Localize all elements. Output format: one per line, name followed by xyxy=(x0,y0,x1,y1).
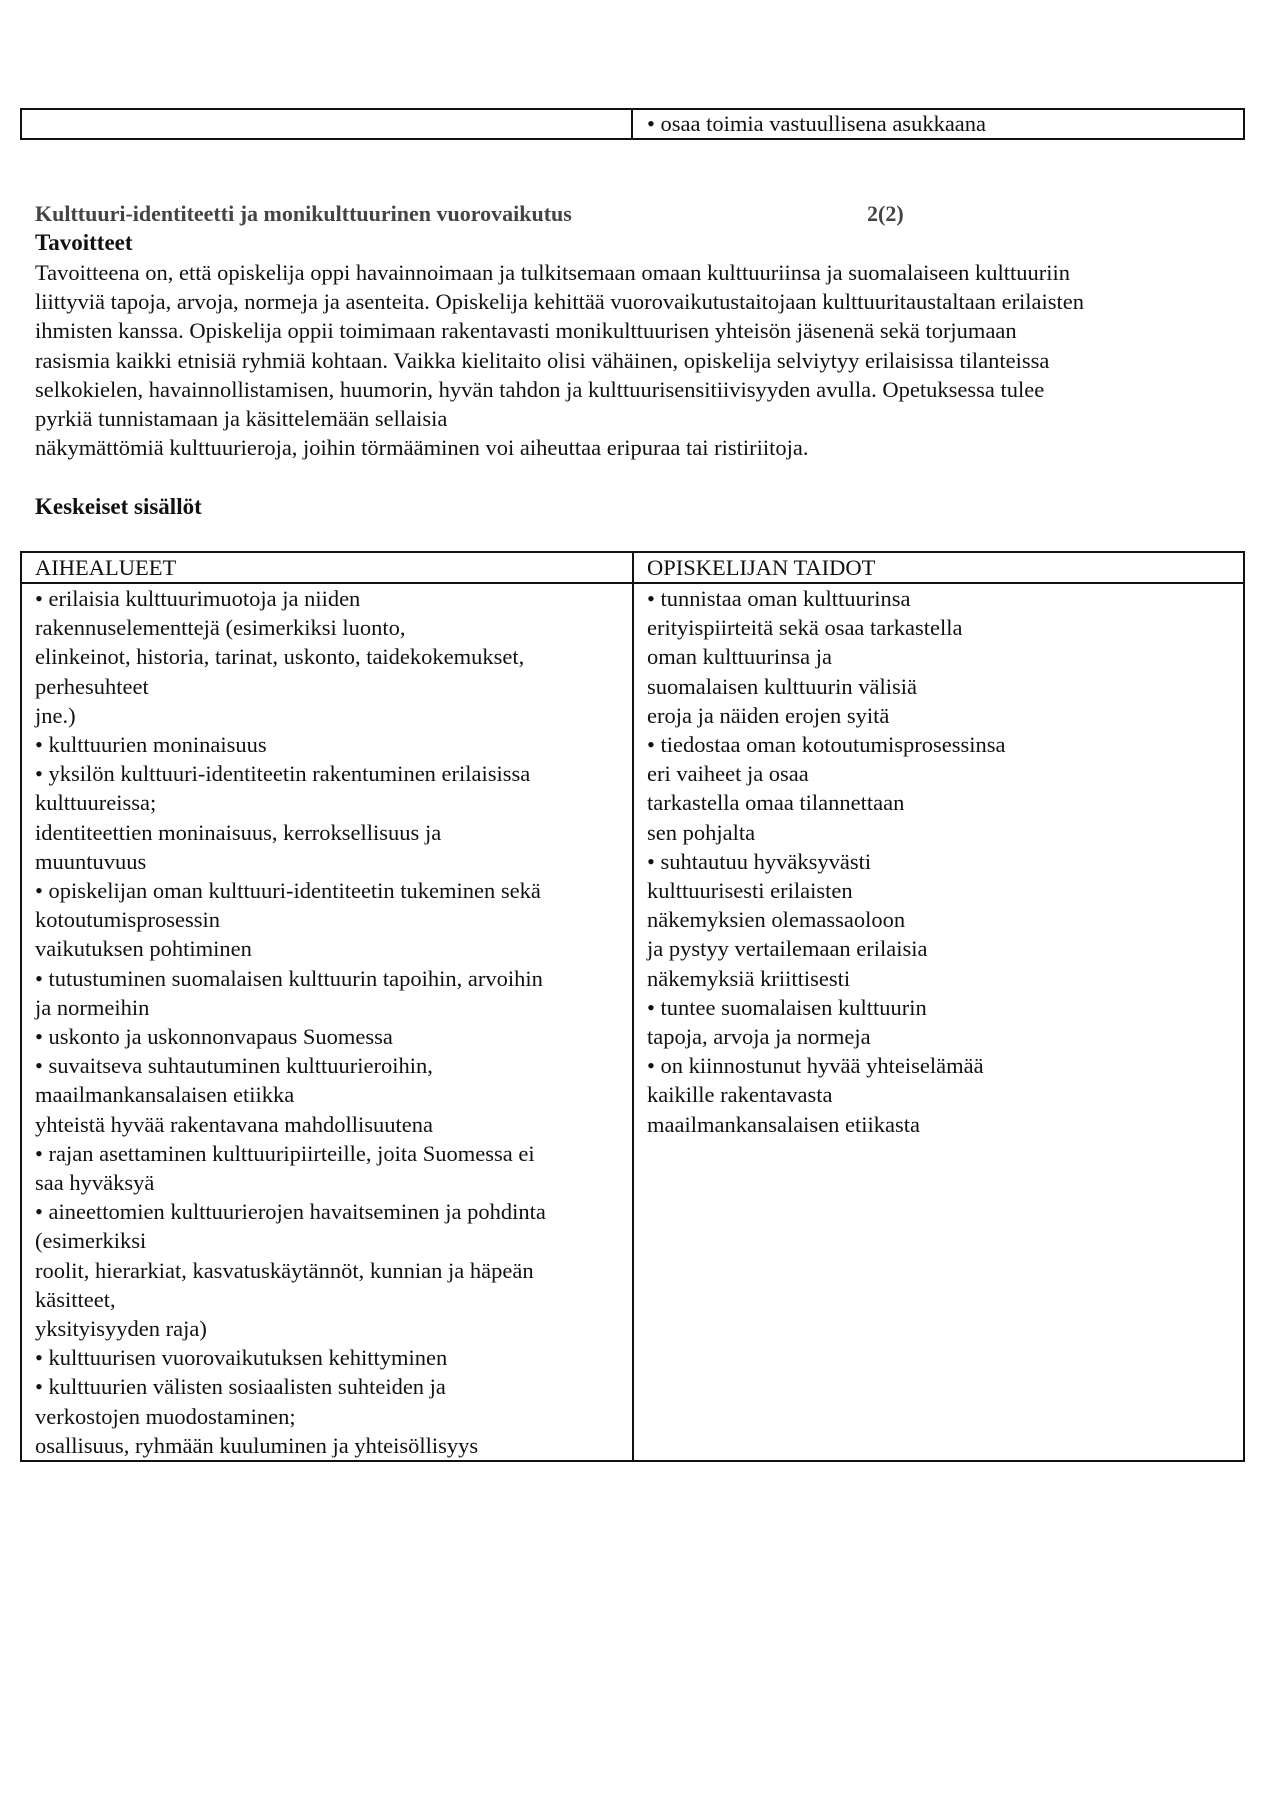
list-line: eri vaiheet ja osaa xyxy=(647,761,809,787)
list-line: ja normeihin xyxy=(35,994,150,1020)
list-line: näkemyksiä kriittisesti xyxy=(647,965,851,991)
list-line: identiteettien moninaisuus, kerroksellisuus ja xyxy=(35,819,442,845)
list-line: • uskonto ja uskonnonvapaus Suomessa xyxy=(35,1024,393,1050)
list-line: • tuntee suomalaisen kulttuurin xyxy=(647,994,927,1020)
list-line: kaikille rakentavasta xyxy=(647,1082,833,1108)
list-line: ja pystyy vertailemaan erilaisia xyxy=(647,936,928,962)
list-line: eroja ja näiden erojen syitä xyxy=(647,702,890,728)
section-title xyxy=(35,200,1235,228)
paragraph-line: pyrkiä tunnistamaan ja käsittelemään sellaisia xyxy=(35,406,448,432)
list-line: osallisuus, ryhmään kuuluminen ja yhteisöllisyys xyxy=(35,1432,479,1458)
empty-cell xyxy=(21,109,632,139)
list-line: • rajan asettaminen kulttuuripiirteille, joita Suomessa ei xyxy=(35,1140,535,1166)
paragraph-line: rasismia kaikki etnisiä ryhmiä kohtaan. Vaikka kielitaito olisi vähäinen, opiskelija selviytyy erilaisissa tilanteissa xyxy=(35,347,1050,373)
contents-heading: Keskeiset sisällöt xyxy=(35,494,202,519)
section-credits: 2(2) xyxy=(867,201,904,226)
list-line: vaikutuksen pohtiminen xyxy=(35,936,252,962)
list-line: • tutustuminen suomalaisen kulttuurin tapoihin, arvoihin xyxy=(35,965,543,991)
list-line: tapoja, arvoja ja normeja xyxy=(647,1024,871,1050)
list-line: perhesuhteet xyxy=(35,673,149,699)
list-line: jne.) xyxy=(35,702,76,728)
list-line: rakennuselementtejä (esimerkiksi luonto, xyxy=(35,615,406,641)
skills-cell xyxy=(633,583,1244,1461)
list-line: maailmankansalaisen etiikka xyxy=(35,1082,295,1108)
list-line: • suvaitseva suhtautuminen kulttuurieroihin, xyxy=(35,1053,433,1079)
list-line: • suhtautuu hyväksyvästi xyxy=(647,848,872,874)
list-line: • tunnistaa oman kulttuurinsa xyxy=(647,586,911,611)
list-line: tarkastella omaa tilannettaan xyxy=(647,790,905,816)
list-line: muuntuvuus xyxy=(35,848,147,874)
list-line: • kulttuurien välisten sosiaalisten suhteiden ja xyxy=(35,1374,446,1400)
list-line: näkemyksien olemassaoloon xyxy=(647,907,906,933)
list-line: suomalaisen kulttuurin välisiä xyxy=(647,673,917,699)
goals-paragraph xyxy=(35,258,1235,462)
list-line: • aineettomien kulttuurierojen havaitseminen ja pohdinta xyxy=(35,1199,546,1225)
list-line: • yksilön kulttuuri-identiteetin rakentuminen erilaisissa xyxy=(35,761,531,787)
list-line: (esimerkiksi xyxy=(35,1228,147,1254)
list-line: • tiedostaa oman kotoutumisprosessinsa xyxy=(647,732,1006,758)
contents-table xyxy=(20,551,1245,1462)
list-line: saa hyväksyä xyxy=(35,1170,155,1196)
list-line: • kulttuurien moninaisuus xyxy=(35,732,267,758)
paragraph-line: liittyviä tapoja, arvoja, normeja ja asenteita. Opiskelija kehittää vuorovaikutustaitojaan kulttuuritaustaltaan erilaisten xyxy=(35,289,1085,315)
table-cell: • osaa toimia vastuullisena asukkaana xyxy=(632,109,1244,139)
list-line: • erilaisia kulttuurimuotoja ja niiden xyxy=(35,586,361,611)
list-line: verkostojen muodostaminen; xyxy=(35,1403,296,1429)
paragraph-line: Tavoitteena on, että opiskelija oppi havainnoimaan ja tulkitsemaan omaan kulttuuriinsa ja suomalaiseen kulttuuriin xyxy=(35,260,1071,285)
list-line: oman kulttuurinsa ja xyxy=(647,644,832,670)
list-line: kotoutumisprosessin xyxy=(35,907,221,933)
list-line: yhteistä hyvää rakentavana mahdollisuutena xyxy=(35,1111,433,1137)
list-line: sen pohjalta xyxy=(647,819,756,845)
paragraph-line: ihmisten kanssa. Opiskelija oppii toimimaan rakentavasti monikulttuurisen yhteisön jäsenenä sekä torjumaan xyxy=(35,318,1017,344)
column-header-skills: OPISKELIJAN TAIDOT xyxy=(633,552,1244,583)
section-title-text: Kulttuuri-identiteetti ja monikulttuurinen vuorovaikutus xyxy=(35,201,572,226)
table-row xyxy=(21,109,1244,139)
column-header-topics: AIHEALUEET xyxy=(21,552,633,583)
list-line: erityispiirteitä sekä osaa tarkastella xyxy=(647,615,963,641)
goals-heading: Tavoitteet xyxy=(35,230,133,255)
table-row xyxy=(21,583,1244,1461)
continuation-table xyxy=(20,108,1245,140)
list-line: • kulttuurisen vuorovaikutuksen kehittyminen xyxy=(35,1345,448,1371)
topics-cell xyxy=(21,583,633,1461)
list-line: • on kiinnostunut hyvää yhteiselämää xyxy=(647,1053,984,1079)
list-line: kulttuureissa; xyxy=(35,790,157,816)
list-line: käsitteet, xyxy=(35,1286,116,1312)
list-line: kulttuurisesti erilaisten xyxy=(647,878,853,904)
paragraph-line: näkymättömiä kulttuurieroja, joihin törmääminen voi aiheuttaa eripuraa tai ristiriitoja. xyxy=(35,435,809,461)
table-header-row xyxy=(21,552,1244,583)
list-line: maailmankansalaisen etiikasta xyxy=(647,1111,921,1137)
list-line: elinkeinot, historia, tarinat, uskonto, taidekokemukset, xyxy=(35,644,525,670)
list-line: • opiskelijan oman kulttuuri-identiteetin tukeminen sekä xyxy=(35,878,541,904)
list-line: roolit, hierarkiat, kasvatuskäytännöt, kunnian ja häpeän xyxy=(35,1257,534,1283)
list-line: yksityisyyden raja) xyxy=(35,1316,207,1342)
paragraph-line: selkokielen, havainnollistamisen, huumorin, hyvän tahdon ja kulttuurisensitiivisyyden avulla. Opetuksessa tulee xyxy=(35,376,1045,402)
